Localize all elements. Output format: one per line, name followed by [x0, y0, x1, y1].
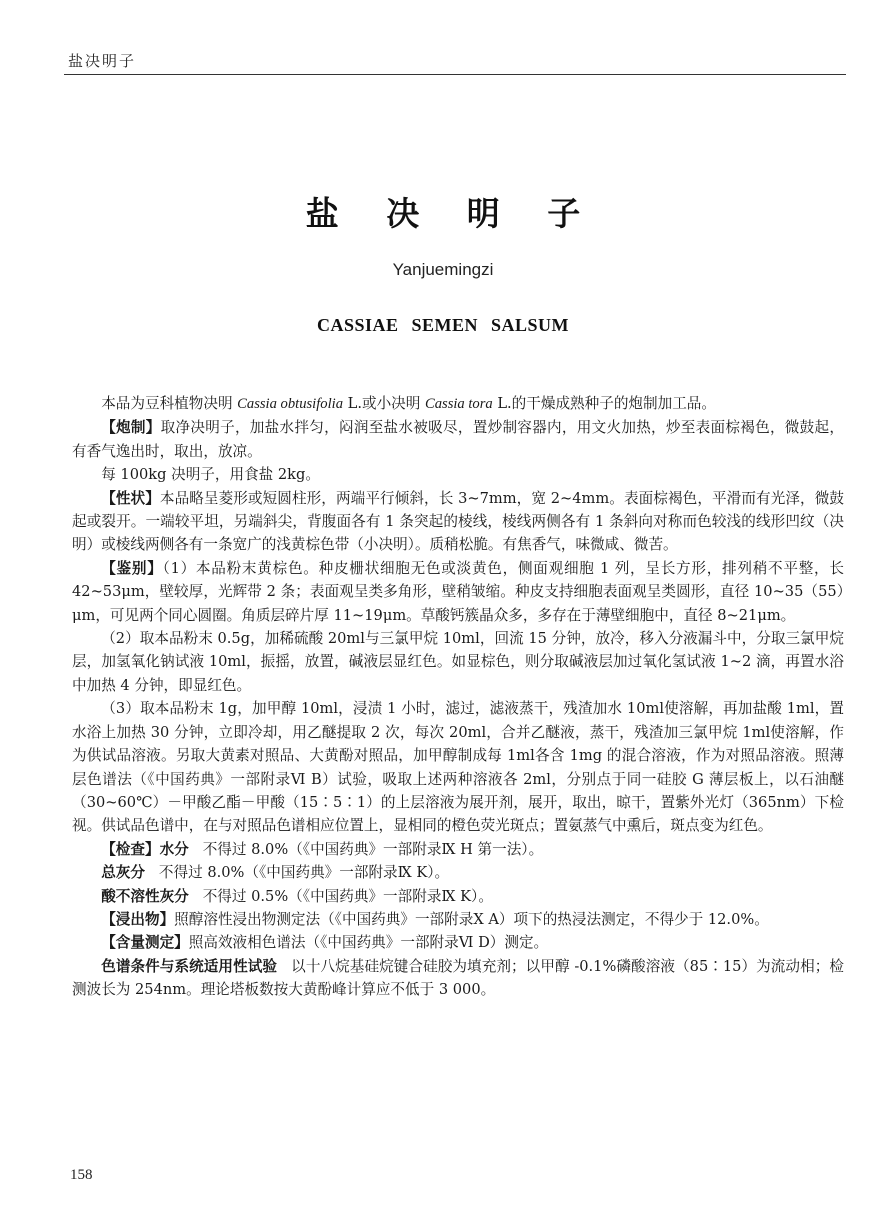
description-section [72, 487, 844, 557]
identification-test-3: （3）取本品粉末 1g，加甲醇 10ml，浸渍 1 小时，滤过，滤液蒸干，残渣加水 10ml使溶解，再加盐酸 1ml，置水浴上加热 30 分钟，立即冷却，用乙醚提取 2 次，每次 20ml，合并乙醚液，蒸干，残渣加三氯甲烷 1ml使溶解，作为供试品溶液。另取大黄素对照品、大黄酚对照品，加甲醇制成每 1ml各含 1mg 的混合溶液，作为对照品溶液。照薄层色谱法（《中国药典》一部附录Ⅵ B）试验，吸取上述两种溶液各 2ml，分别点于同一硅胶 G 薄层板上，以石油醚（30~60℃）－甲酸乙酯－甲酸（15∶5∶1）的上层溶液为展开剂，展开，取出，晾干，置紫外光灯（365nm）下检视。供试品色谱中，在与对照品色谱相应位置上，显相同的橙色荧光斑点；置氨蒸气中熏后，斑点变为红色。 [72, 700, 844, 835]
section-label: 【检查】 [101, 840, 160, 858]
header-rule [64, 74, 846, 75]
intro-text: L.的干燥成熟种子的炮制加工品。 [492, 395, 716, 412]
subsection-label: 色谱条件与系统适用性试验 [101, 957, 278, 975]
section-label: 【浸出物】 [101, 910, 175, 928]
section-label: 【含量测定】 [101, 934, 189, 952]
processing-section [72, 416, 844, 463]
subsection-label: 总灰分 [101, 864, 145, 882]
subsection-label: 酸不溶性灰分 [101, 887, 189, 905]
identification-test-2: （2）取本品粉末 0.5g，加稀硫酸 20ml与三氯甲烷 10ml，回流 15 分钟，放冷，移入分液漏斗中，分取三氯甲烷层，加氢氧化钠试液 10ml，振摇，放置，碱液层显红色。如显棕色，则分取碱液层加过氧化氢试液 1~2 滴，再置水浴中加热 4 分钟，即显红色。 [72, 630, 844, 694]
section-text: 不得过 0.5%（《中国药典》一部附录Ⅸ K）。 [202, 887, 493, 905]
section-label: 【鉴别】 [101, 559, 163, 577]
section-text: 取净决明子，加盐水拌匀，闷润至盐水被吸尽，置炒制容器内，用文火加热，炒至表面棕褐色，微鼓起，有香气逸出时，取出，放凉。 [72, 419, 844, 460]
monograph-title: 盐 决 明 子 [305, 194, 599, 233]
page-number: 158 [70, 1167, 93, 1183]
salt-ratio: 每 100kg 决明子，用食盐 2kg。 [101, 466, 320, 484]
intro-text: L.或小决明 [343, 395, 425, 412]
assay-section [72, 931, 844, 954]
section-text: 不得过 8.0%（《中国药典》一部附录Ⅸ H 第一法）。 [202, 840, 544, 858]
running-header: 盐决明子 [68, 52, 137, 70]
section-label: 【性状】 [101, 489, 160, 507]
latin-title: CASSIAE SEMEN SALSUM [316, 315, 570, 335]
pinyin-title: Yanjuemingzi [392, 260, 494, 279]
total-ash [72, 861, 844, 884]
section-text: （1）本品粉末黄棕色。种皮栅状细胞无色或淡黄色，侧面观细胞 1 列，呈长方形，排列稍不平整，长 42~53μm，壁较厚，光辉带 2 条；表面观呈类多角形，壁稍皱缩。种皮支持细胞表面观呈类圆形，直径 10~35（55）μm，可见两个同心圆圈。角质层碎片厚 11~19μm。草酸钙簇晶众多，多存在于薄壁细胞中，直径 8~21μm。 [72, 559, 844, 624]
extract-section [72, 908, 844, 931]
section-text: 照醇溶性浸出物测定法（《中国药典》一部附录Ⅹ A）项下的热浸法测定，不得少于 12.0%。 [174, 910, 769, 928]
section-text: 本品略呈菱形或短圆柱形，两端平行倾斜，长 3~7mm，宽 2~4mm。表面棕褐色，平滑而有光泽，微鼓起或裂开。一端较平坦，另端斜尖，背腹面各有 1 条突起的棱线，棱线两侧各有 1 条斜向对称而色较浅的线形凹纹（决明）或棱线两侧各有一条宽广的浅黄棕色带（小决明）。质稍松脆。有焦香气，味微咸、微苦。 [72, 489, 844, 554]
acid-insoluble-ash [72, 885, 844, 908]
section-text: 以十八烷基硅烷键合硅胶为填充剂；以甲醇 -0.1%磷酸溶液（85∶15）为流动相；检测波长为 254nm。理论塔板数按大黄酚峰计算应不低于 3 000。 [72, 957, 844, 999]
species-name: Cassia tora [424, 396, 493, 412]
subsection-label: 水分 [159, 840, 189, 858]
section-text: 照高效液相色谱法（《中国药典》一部附录Ⅵ D）测定。 [188, 934, 549, 952]
species-name: Cassia obtusifolia [237, 396, 343, 412]
chromatographic-conditions [72, 955, 844, 1002]
section-label: 【炮制】 [101, 419, 161, 437]
intro-text: 本品为豆科植物决明 [101, 395, 238, 412]
inspection-section [72, 838, 844, 861]
section-text: 不得过 8.0%（《中国药典》一部附录Ⅸ K）。 [158, 864, 450, 882]
identification-section [72, 557, 844, 627]
intro-paragraph [72, 392, 844, 416]
monograph-body [72, 392, 844, 1002]
